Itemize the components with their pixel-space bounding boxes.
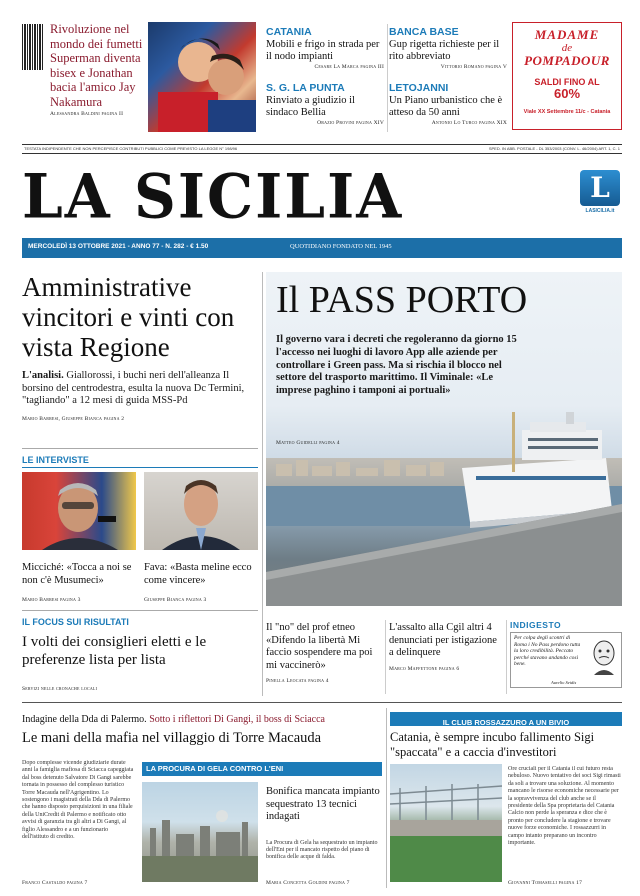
column-divider: [262, 272, 263, 696]
gela-photo: [142, 782, 258, 882]
masthead-title[interactable]: LA SICILIA: [22, 161, 404, 233]
prof-title: Il "no" del prof etneo «Difendo la libertà Mi faccio sospendere ma poi mi vaccinerò»: [266, 622, 373, 671]
cgil-byline: Marco Maffettone pagina 6: [389, 665, 460, 672]
gela-body: La Procura di Gela ha sequestrato un impianto dell'Eni per il mancato rispetto del piano di bonifica delle acque di falda.: [266, 839, 378, 861]
sg-punta-teaser[interactable]: [266, 82, 384, 126]
micciche-byline: Mario Barresi pagina 3: [22, 597, 81, 603]
indigesto-box[interactable]: [510, 620, 622, 694]
gela-section-title: LA PROCURA DI GELA CONTRO L'ENI: [146, 764, 284, 773]
banca-base-title: Gup rigetta richieste per il rito abbreviato: [389, 39, 500, 62]
letojanni-teaser[interactable]: [389, 82, 507, 126]
masthead-small-right: SPED. IN ABB. POSTALE - DL 353/2003 (CONV. L. 46/2004) ART. 1, C. 1: [488, 146, 620, 151]
comic-teaser-byline: Alessandra Baldini pagina II: [50, 111, 124, 117]
sg-punta-title: Rinviato a giudizio il sindaco Bellia: [266, 95, 355, 118]
indigesto-card: [510, 632, 622, 688]
teaser-divider: [387, 24, 388, 132]
logo-caption: LASICILIA.it: [585, 208, 615, 214]
gela-byline: Maria Concetta Goldini pagina 7: [266, 880, 350, 886]
masthead-small-rule: [22, 144, 622, 154]
focus-section-title: IL FOCUS SUI RISULTATI: [22, 617, 129, 627]
divider-left-1: [22, 448, 258, 449]
club-body: Ore cruciali per il Catania il cui futuro resta nebuloso. Nuovo tentativo dei soci Sigi rimasti da soli a trovare una soluzione. Al momento mancano le risorse economiche necessarie per la sopravvivenza del club anche se il presidente della Spa proprietaria del Catania Calcio non perde la speranza e dice che è pronto per concludere la stagione e trovare nuove forze economiche. I rossazzurri in campo intanto preparano un incontro importante.: [508, 766, 621, 847]
cgil-story[interactable]: [389, 622, 503, 672]
mafia-byline: Franco Castaldo pagina 7: [22, 880, 88, 886]
date-line: MERCOLEDÌ 13 OTTOBRE 2021 - ANNO 77 - N. 282 - € 1.50: [28, 243, 209, 250]
club-section-title: IL CLUB ROSSAZZURO A UN BIVIO: [442, 718, 570, 727]
mid-divider-2: [506, 620, 507, 694]
comic-teaser-text: Rivoluzione nel mondo dei fumetti Superman diventa bisex e Jonathan bacia l'amico Jay Nakamura: [50, 22, 143, 109]
fava-quote[interactable]: Fava: «Basta meline ecco come vincere»: [144, 562, 252, 586]
mafia-story[interactable]: [22, 714, 382, 747]
stadium-photo: [390, 764, 502, 882]
main-story-summary: Il governo vara i decreti che regoleranno da giorno 15 l'accesso nei luoghi di lavoro App alle aziende per controllare i Green pass. Ma si rischia il blocco nel settore del trasporto marittimo. Il Viminale: «Le imprese paghino i tamponi ai portuali»: [276, 334, 517, 397]
left-lead-byline: Mario Barresi, Giuseppe Bianca pagina 2: [22, 415, 125, 422]
prof-byline: Pinella Leocata pagina 4: [266, 678, 329, 684]
ad-address: Viale XX Settembre 11/c - Catania: [523, 109, 611, 115]
main-story-headline: Il PASS PORTO: [276, 279, 528, 321]
left-lead[interactable]: [22, 272, 258, 422]
club-headline[interactable]: Catania, è sempre incubo fallimento Sigi "spaccata" e a caccia d'investitori: [390, 730, 595, 759]
indigesto-signature: Aurelio Seidis: [551, 680, 577, 685]
lower-section-rule: [22, 702, 622, 703]
gela-headline: Bonifica mancata impianto sequestrato 13 tecnici indagati: [266, 786, 380, 822]
lower-column-divider: [386, 708, 387, 888]
top-teaser-strip: [18, 18, 622, 136]
letojanni-byline: Antonio Lo Turco pagina XIX: [431, 120, 507, 126]
fava-byline: Giuseppe Bianca pagina 3: [144, 597, 207, 603]
ad-percent: 60%: [553, 86, 581, 101]
superman-comic-image: [148, 22, 256, 132]
left-lead-kicker: L'analisi.: [22, 370, 64, 381]
indigesto-text: Per colpa degli scontri di Roma i No Pass perdono tutta la loro credibilità. Peccato perché stavano andando così bene.: [514, 635, 581, 668]
left-lead-summary: Giallorossi, i buchi neri dell'alleanza Il borsino del centrodestra, esulta la nuova Dc Termini, "tagliando" a 12 mesi di guida MSS-Pd: [22, 370, 245, 406]
gela-section-bar: [142, 762, 382, 776]
ad-brand-line3: POMPADOUR: [524, 53, 610, 68]
sg-punta-byline: Orazio Provini pagina XIV: [317, 120, 384, 126]
mafia-headline: Le mani della mafia nel villaggio di Torre Macauda: [22, 730, 322, 746]
gela-story[interactable]: [266, 786, 382, 862]
letojanni-tag: LETOJANNI: [389, 82, 449, 94]
micciche-quote[interactable]: Micciché: «Tocca a noi se non c'è Musumeci»: [22, 562, 132, 586]
indigesto-face-icon: [590, 639, 618, 675]
catania-tag: CATANIA: [266, 26, 312, 38]
barcode: [22, 24, 44, 70]
ad-sale: SALDI FINO AL: [534, 77, 600, 87]
left-lead-summary-block: [22, 370, 258, 408]
indigesto-label: INDIGESTO: [510, 620, 562, 630]
divider-left-2: [22, 610, 258, 611]
masthead-small-left: TESTATA INDIPENDENTE CHE NON PERCEPISCE CONTRIBUTI PUBBLICI COME PREVISTO LA LEGGE N° 198/96: [24, 146, 238, 151]
banca-base-teaser[interactable]: [389, 26, 507, 70]
letojanni-title: Un Piano urbanistico che è atteso da 50 anni: [389, 95, 503, 118]
main-story[interactable]: [266, 272, 622, 606]
banca-base-tag: BANCA BASE: [389, 26, 459, 38]
pompadour-ad[interactable]: [512, 22, 622, 130]
fava-photo: [144, 472, 258, 550]
mid-divider-1: [385, 620, 386, 694]
mafia-body: Dopo complesse vicende giudiziarie durate anni la famiglia mafiosa di Sciacca capeggiata dal boss detenuto Salvatore Di Gangi sarebbe tornata in possesso del complesso turistico Torre Macauda nell'Agrigentino. Lo sostengono i magistrati della Dda di Palermo che hanno disposto perquisizioni in una filiale della UniCredit di Palermo e notificato otto avvisi di garanzia tra gli altri a Di Gangi, al figlio Alessandro e a un funzionario dell'istituto di credito.: [22, 760, 134, 841]
left-lead-headline: Amministrative vincitori e vinti con vista Regione: [22, 272, 235, 362]
prof-story[interactable]: [266, 622, 382, 684]
founded-line: QUOTIDIANO FONDATO NEL 1945: [290, 243, 392, 250]
interviews-section-title: LE INTERVISTE: [22, 455, 89, 465]
masthead-logo[interactable]: [578, 170, 622, 218]
mafia-deck: Sotto i riflettori Di Gangi, il boss di Sciacca: [149, 714, 325, 725]
interviews-section-rule: [22, 467, 258, 468]
focus-byline: Servizi nelle cronache locali: [22, 686, 98, 692]
catania-byline: Cesare La Marca pagina III: [314, 64, 384, 70]
micciche-photo: [22, 472, 136, 550]
logo-badge: [580, 170, 620, 206]
cgil-title: L'assalto alla Cgil altri 4 denunciati per istigazione a delinquere: [389, 622, 497, 658]
main-story-byline: Matteo Guidelli pagina 4: [276, 440, 340, 446]
mafia-deck-line: [22, 714, 382, 726]
mafia-kicker: Indagine della Dda di Palermo.: [22, 714, 147, 725]
ad-brand-line1: MADAME: [534, 27, 600, 42]
focus-title[interactable]: I volti dei consiglieri eletti e le preferenze lista per lista: [22, 634, 207, 668]
club-section-bar: [390, 712, 622, 726]
club-byline: Giovanni Tomaselli pagina 17: [508, 880, 583, 886]
date-bar: [22, 238, 622, 258]
catania-teaser[interactable]: [266, 26, 384, 70]
logo-letter: L: [590, 171, 610, 204]
comic-teaser[interactable]: [50, 22, 150, 134]
banca-base-byline: Vittorio Romano pagina V: [440, 64, 507, 70]
ad-brand-line2: de: [561, 42, 573, 54]
sg-punta-tag: S. G. LA PUNTA: [266, 82, 345, 94]
port-photo: [266, 272, 622, 606]
catania-title: Mobili e frigo in strada per il nodo impianti: [266, 39, 380, 62]
